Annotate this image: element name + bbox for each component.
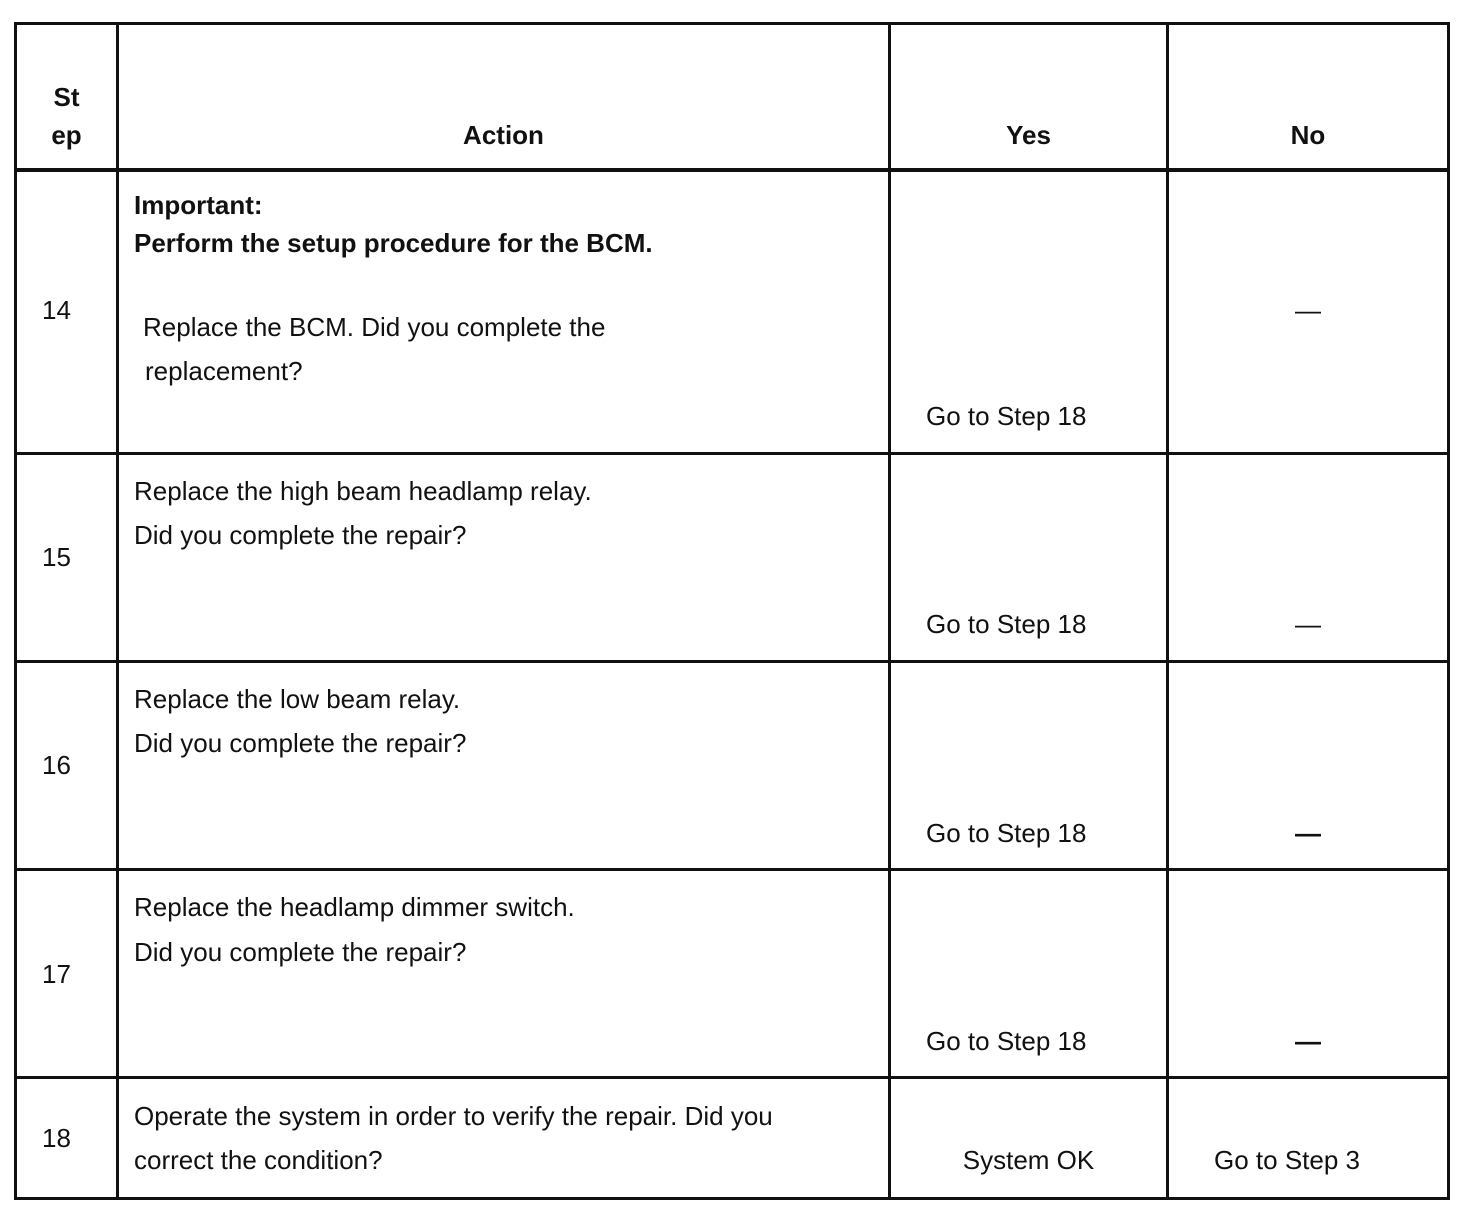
step-number: 15 xyxy=(42,542,71,572)
no-outcome: Go to Step 3 xyxy=(1214,1145,1360,1175)
column-divider-step xyxy=(116,22,119,1200)
table-border-right xyxy=(1447,22,1450,1200)
no-outcome: — xyxy=(1295,1026,1321,1056)
yes-outcome: Go to Step 18 xyxy=(926,1026,1087,1056)
header-no: No xyxy=(1290,120,1326,150)
action-line2: correct the condition? xyxy=(134,1145,383,1175)
row-divider-17 xyxy=(14,1076,1450,1079)
action-line1: Replace the BCM. Did you complete the xyxy=(143,312,606,342)
table-border-bottom xyxy=(14,1197,1450,1200)
row-divider-15 xyxy=(14,660,1450,663)
yes-outcome: System OK xyxy=(962,1145,1095,1175)
header-yes: Yes xyxy=(1006,120,1051,150)
header-step-line1: St xyxy=(53,82,80,112)
header-step-line2: ep xyxy=(51,120,82,150)
important-text: Perform the setup procedure for the BCM. xyxy=(134,228,653,258)
no-outcome: — xyxy=(1295,609,1321,639)
action-line1: Replace the low beam relay. xyxy=(134,684,461,714)
step-number: 18 xyxy=(42,1123,71,1153)
step-number: 14 xyxy=(42,295,71,325)
row-divider-16 xyxy=(14,868,1450,871)
step-number: 17 xyxy=(42,959,71,989)
action-line2: replacement? xyxy=(145,356,303,386)
header-action: Action xyxy=(463,120,544,150)
step-number: 16 xyxy=(42,750,71,780)
action-line2: Did you complete the repair? xyxy=(134,937,467,967)
yes-outcome: Go to Step 18 xyxy=(926,609,1087,639)
table-border-left xyxy=(14,22,17,1200)
important-label: Important: xyxy=(134,190,263,220)
table-border-top xyxy=(14,22,1450,25)
action-line1: Operate the system in order to verify the repair. Did you xyxy=(134,1101,773,1131)
action-line2: Did you complete the repair? xyxy=(134,520,467,550)
no-outcome: — xyxy=(1295,295,1321,325)
action-line1: Replace the high beam headlamp relay. xyxy=(134,476,592,506)
header-divider xyxy=(14,168,1450,172)
yes-outcome: Go to Step 18 xyxy=(926,818,1087,848)
action-line2: Did you complete the repair? xyxy=(134,728,467,758)
row-divider-14 xyxy=(14,452,1450,455)
yes-outcome: Go to Step 18 xyxy=(926,401,1087,431)
diagnostic-steps-table xyxy=(14,22,1450,1200)
action-line1: Replace the headlamp dimmer switch. xyxy=(134,892,575,922)
column-divider-action xyxy=(888,22,891,1200)
no-outcome: — xyxy=(1295,818,1321,848)
